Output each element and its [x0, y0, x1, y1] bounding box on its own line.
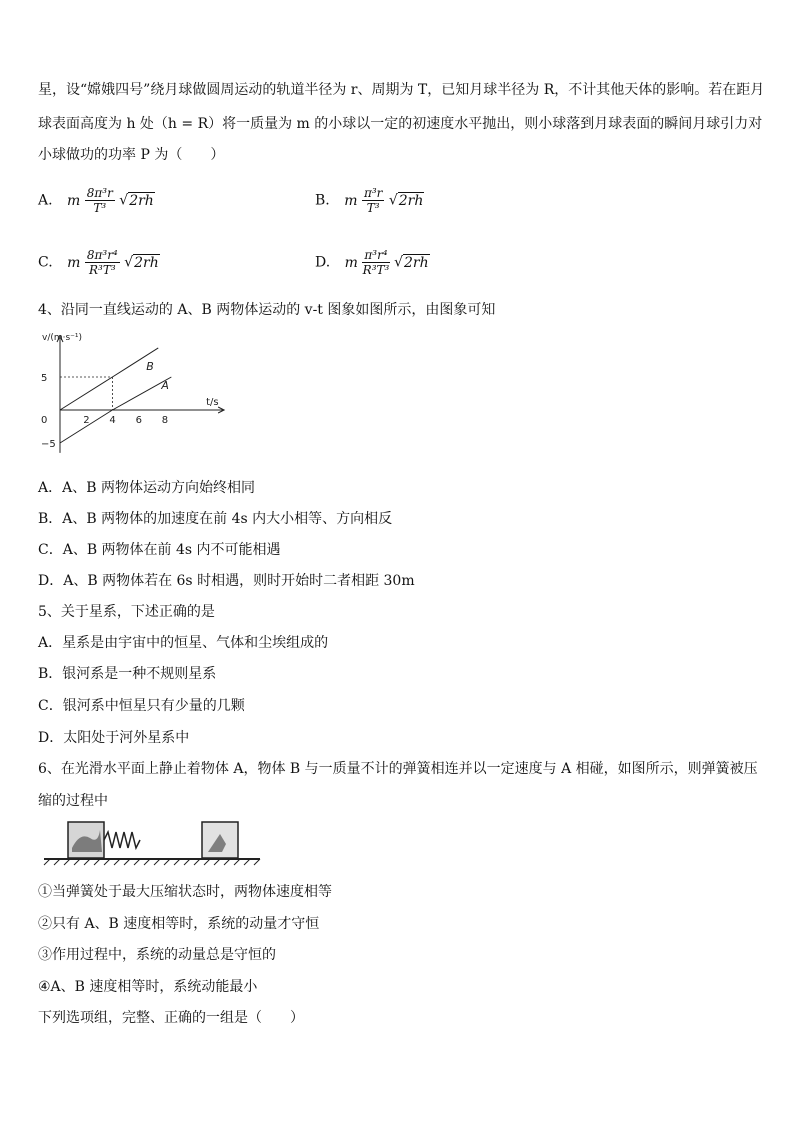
vt-series [60, 348, 171, 443]
series-line-b [60, 348, 158, 410]
q4-stem: 4、沿同一直线运动的 A、B 两物体运动的 v-t 图象如图所示，由图象可知 [38, 302, 496, 318]
q3-line-2: 球表面高度为 h 处（h = R）将一质量为 m 的小球以一定的初速度水平抛出，则小球落到月球表面的瞬间月球引力对 [38, 116, 763, 132]
vt-graph [36, 328, 226, 470]
q3-option-a-sqrt: √2rh [119, 192, 154, 209]
q3-option-c: C. m $\frac{\text{8π³r⁴}}{\text{R³T³}}$ √2rh [38, 248, 159, 277]
q5-stem: 5、关于星系，下述正确的是 [38, 604, 215, 620]
q5-option-d: D．太阳处于河外星系中 [38, 730, 190, 746]
x-tick-label: 6 [135, 415, 142, 426]
q3-line-1: 星，设“嫦娥四号”绕月球做圆周运动的轨道半径为 r、周期为 T，已知月球半径为 R，不计其他天体的影响。若在距月 [38, 82, 765, 98]
y-tick-label: 0 [41, 415, 48, 426]
q3-line-3: 小球做功的功率 P 为（ ） [38, 147, 225, 163]
series-label-b: B [146, 359, 154, 373]
q6-statement-3: ③作用过程中，系统的动量总是守恒的 [38, 947, 276, 963]
series-label-a: A [161, 379, 169, 392]
q3-option-c-fraction: $\frac{\text{8π³r⁴}}{\text{R³T³}}$ [86, 248, 118, 277]
q3-option-d: D. m $\frac{\text{π³r⁴}}{\text{R³T³}}$ √2rh [315, 248, 429, 277]
x-tick-label: 2 [83, 415, 90, 426]
q4-option-c: C．A、B 两物体在前 4s 内不可能相遇 [38, 542, 281, 558]
y-axis-label: v/(m·s⁻¹) [42, 333, 83, 343]
q3-option-d-sqrt: √2rh [394, 254, 429, 271]
q3-option-c-sqrt: √2rh [124, 254, 159, 271]
q3-option-a: A. m $\frac{\text{8π³r}}{\text{T³}}$ √2rh [38, 186, 154, 215]
q6-statement-4: ④A、B 速度相等时，系统动能最小 [38, 979, 258, 995]
q6-statement-1: ①当弹簧处于最大压缩状态时，两物体速度相等 [38, 884, 332, 900]
q3-option-b-sqrt: √2rh [388, 192, 424, 209]
q3-option-b-fraction: $\frac{\text{π³r}}{\text{T³}}$ [363, 186, 383, 215]
q6-line-2: 缩的过程中 [38, 793, 108, 809]
q6-statement-2: ②只有 A、B 速度相等时，系统的动量才守恒 [38, 916, 320, 932]
q3-option-a-fraction: $\frac{\text{8π³r}}{\text{T³}}$ [86, 186, 113, 215]
spring [104, 832, 140, 848]
q4-option-d: D．A、B 两物体若在 6s 时相遇，则时开始时二者相距 30m [38, 573, 415, 589]
q3-option-b: B. m $\frac{\text{π³r}}{\text{T³}}$ √2rh [315, 186, 424, 215]
q6-line-1: 6、在光滑水平面上静止着物体 A，物体 B 与一质量不计的弹簧相连并以一定速度与 A 相碰，如图所示，则弹簧被压 [38, 761, 758, 777]
q4-option-a: A．A、B 两物体运动方向始终相同 [38, 480, 255, 496]
x-axis-label: t/s [206, 397, 219, 408]
y-tick-label: 5 [41, 373, 48, 384]
q5-option-c: C．银河系中恒星只有少量的几颗 [38, 698, 245, 714]
x-tick-label: 4 [109, 415, 116, 426]
spring-collision-figure [42, 818, 262, 868]
y-tick-label: −5 [41, 439, 56, 450]
q3-option-d-fraction: $\frac{\text{π³r⁴}}{\text{R³T³}}$ [362, 248, 390, 277]
x-tick-label: 8 [161, 415, 169, 426]
q6-closing: 下列选项组，完整、正确的一组是（ ） [38, 1010, 304, 1026]
vt-labels [41, 333, 219, 450]
q5-option-a: A．星系是由宇宙中的恒星、气体和尘埃组成的 [38, 635, 329, 651]
q4-option-b: B．A、B 两物体的加速度在前 4s 内大小相等、方向相反 [38, 511, 393, 527]
q5-option-b: B．银河系是一种不规则星系 [38, 666, 217, 682]
